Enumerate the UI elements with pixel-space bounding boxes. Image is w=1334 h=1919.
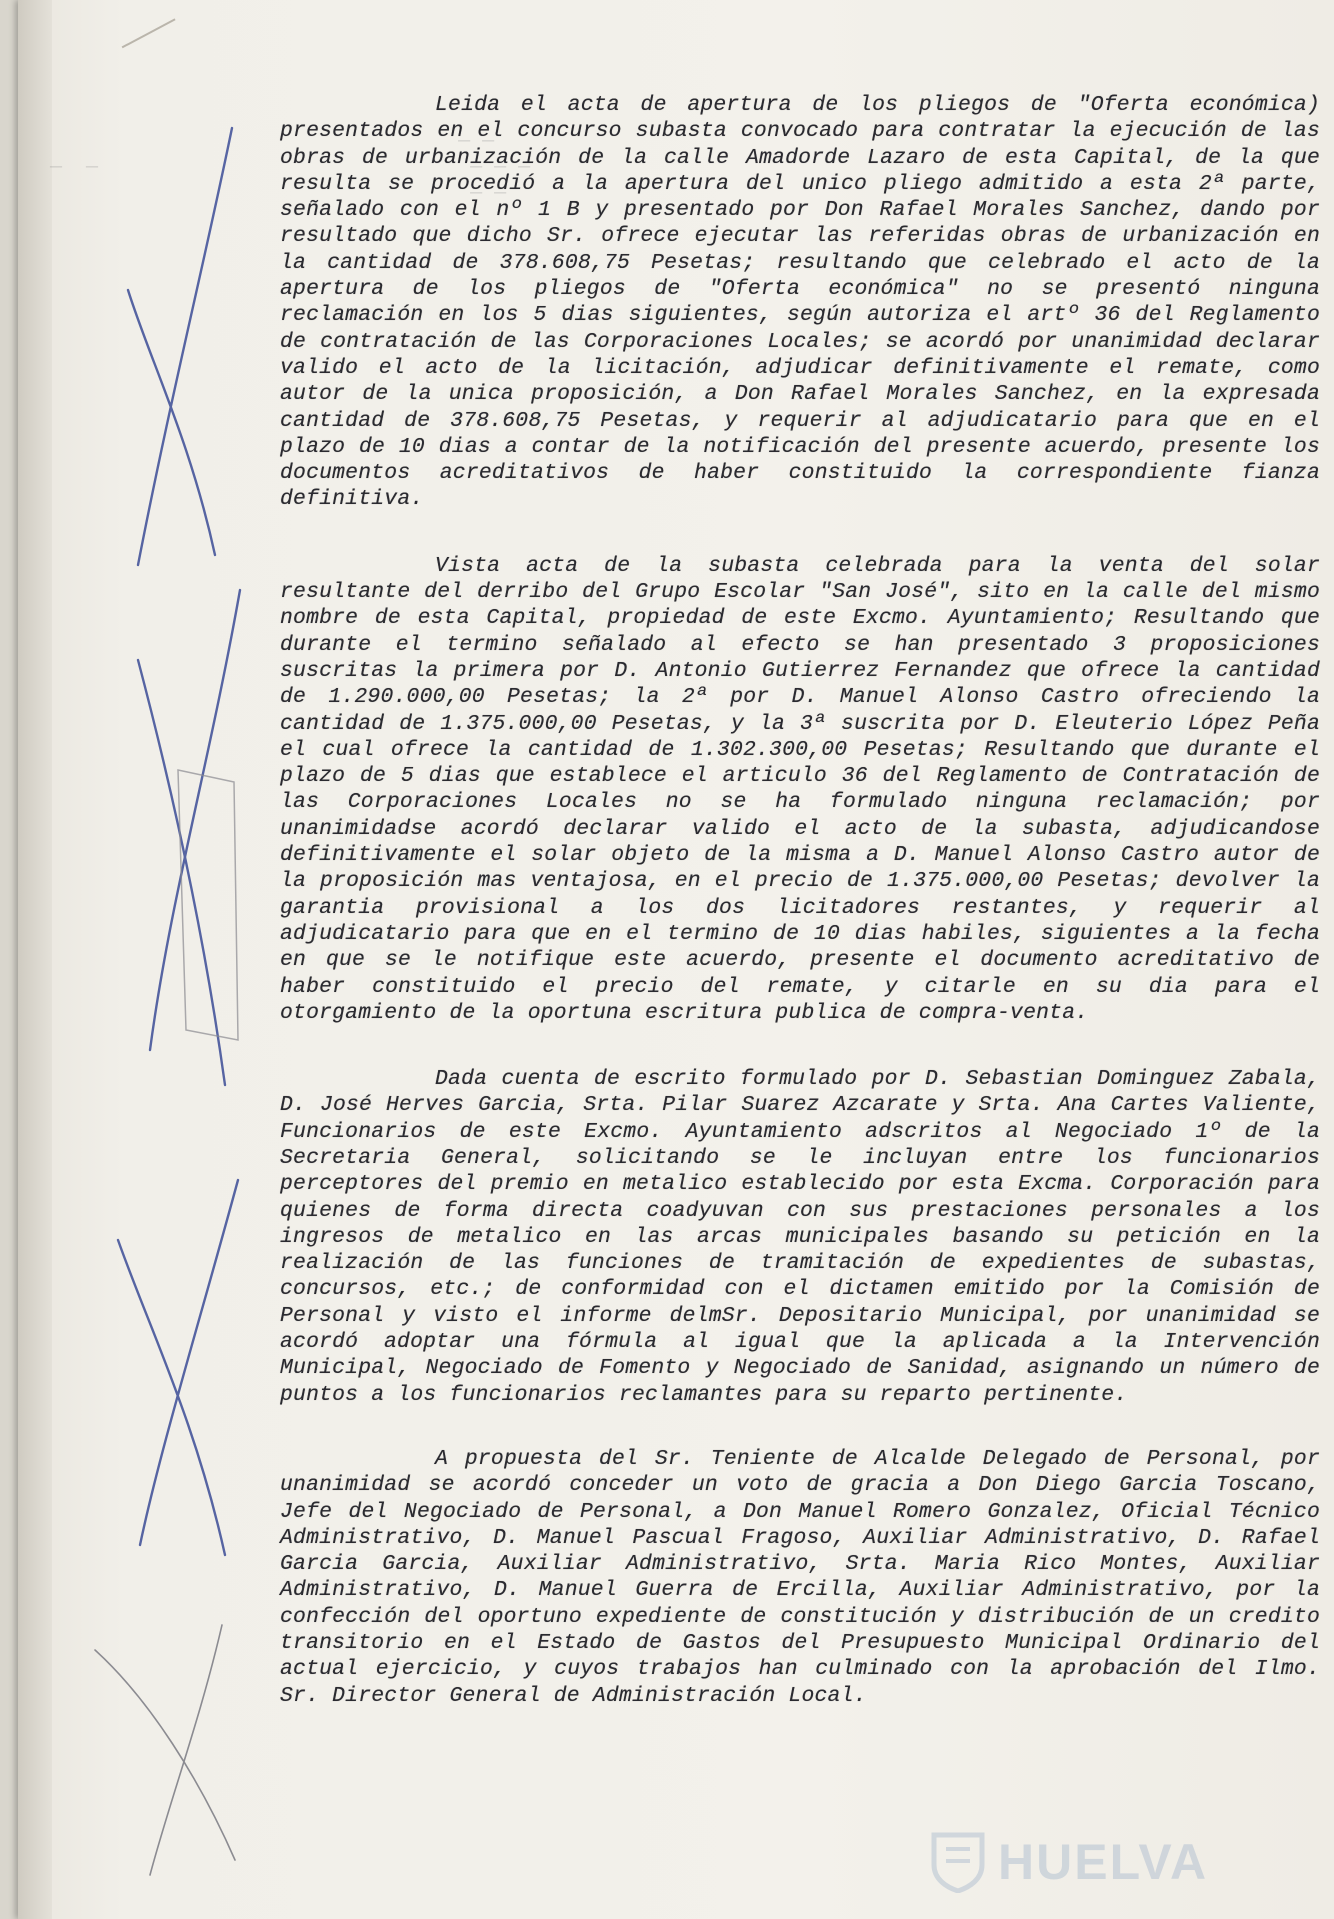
paragraph-4 xyxy=(280,1446,1320,1709)
document-page xyxy=(18,0,1334,1919)
paragraph-3-text: Dada cuenta de escrito formulado por D. Sebastian Dominguez Zabala, D. José Herves Garcia, Srta. Pilar Suarez Azcarate y Srta. Ana Cartes Valiente, Funcionarios de este Excmo. Ayuntamiento adscritos al Negociado 1º de la Secretaria General, solicitando se le incluyan entre los funcionarios perceptores del premio en metalico establecido por esta Excma. Corporación para quienes de forma directa coadyuvan con sus prestaciones personales a los ingresos de metalico en las arcas municipales basando su petición en la realización de las funciones de tramitación de expedientes de subastas, concursos, etc.; de conformidad con el dictamen emitido por la Comisión de Personal y visto el informe delmSr. Depositario Municipal, por unanimidad se acordó adoptar una fórmula al igual que la aplicada a la Intervención Municipal, Negociado de Fomento y Negociado de Sanidad, asignando un número de puntos a los funcionarios reclamantes para su reparto pertinente. xyxy=(280,1067,1320,1407)
page-binding-edge xyxy=(18,0,52,1919)
shield-icon xyxy=(930,1831,986,1893)
paper-crease xyxy=(122,18,195,83)
paragraph-2 xyxy=(280,553,1320,1026)
paragraph-2-text: Vista acta de la subasta celebrada para la venta del solar resultante del derribo del Grupo Escolar "San José", sito en la calle del mismo nombre de esta Capital, propiedad de este Excmo. Ayuntamiento; Resultando que durante el termino señalado al efecto se han presentado 3 proposiciones suscritas la primera por D. Antonio Gutierrez Fernandez que ofrece la cantidad de 1.290.000,00 Pesetas; la 2ª por D. Manuel Alonso Castro ofreciendo la cantidad de 1.375.000,00 Pesetas, y la 3ª suscrita por D. Eleuterio López Peña el cual ofrece la cantidad de 1.302.300,00 Pesetas; Resultando que durante el plazo de 5 dias que establece el articulo 36 del Reglamento de Contratación de las Corporaciones Locales no se ha formulado ninguna reclamación; por unanimidadse acordó declarar valido el acto de la subasta, adjudicandose definitivamente el solar objeto de la misma a D. Manuel Alonso Castro autor de la proposición mas ventajosa, en el precio de 1.375.000,00 Pesetas; devolver la garantia provisional a los dos licitadores restantes, y requerir al adjudicatario para que en el termino de 10 dias habiles, siguientes a la fecha en que se le notifique este acuerdo, presente el documento acreditativo de haber constituido el precio del remate, y citarle en su dia para el otorgamiento de la oportuna escritura publica de compra-venta. xyxy=(280,553,1320,1025)
paragraph-3 xyxy=(280,1066,1320,1408)
bleed-through: ─ ─ ─ ─ ─ ─ ─ ─ ─ xyxy=(50,131,531,206)
watermark-label: HUELVA xyxy=(998,1834,1209,1890)
paragraph-1 xyxy=(280,92,1320,513)
paragraph-1-text: Leida el acta de apertura de los pliegos de "Oferta económica) presentados en el concurso subasta convocado para contratar la ejecución de las obras de urbanización de la calle Amadorde Lazaro de esta Capital, de la que resulta se procedió a la apertura del unico pliego admitido a esta 2ª parte, señalado con el nº 1 B y presentado por Don Rafael Morales Sanchez, dando por resultado que dicho Sr. ofrece ejecutar las referidas obras de urbanización en la cantidad de 378.608,75 Pesetas; resultando que celebrado el acto de la apertura de los pliegos de "Oferta económica" no se presentó ninguna reclamación en los 5 dias siguientes, según autoriza el artº 36 del Reglamento de contratación de las Corporaciones Locales; se acordó por unanimidad declarar valido el acto de la licitación, adjudicar definitivamente el remate, como autor de la unica proposición, a Don Rafael Morales Sanchez, en la expresada cantidad de 378.608,75 Pesetas, y requerir al adjudicatario para que en el plazo de 10 dias a contar de la notificación del presente acuerdo, presente los documentos acreditativos de haber constituido la correspondiente fianza definitiva. xyxy=(280,93,1320,512)
document-body xyxy=(280,92,1320,1709)
paragraph-4-text: A propuesta del Sr. Teniente de Alcalde Delegado de Personal, por unanimidad se acordó conceder un voto de gracia a Don Diego Garcia Toscano, Jefe del Negociado de Personal, a Don Manuel Romero Gonzalez, Oficial Técnico Administrativo, D. Manuel Pascual Fragoso, Auxiliar Administrativo, D. Rafael Garcia Garcia, Auxiliar Administrativo, Srta. Maria Rico Montes, Auxiliar Administrativo, D. Manuel Guerra de Ercilla, Auxiliar Administrativo, por la confección del oportuno expediente de constitución y distribución de un credito transitorio en el Estado de Gastos del Presupuesto Municipal Ordinario del actual ejercicio, y cuyos trabajos han culminado con la aprobación del Ilmo. Sr. Director General de Administración Local. xyxy=(280,1446,1320,1708)
archive-watermark xyxy=(930,1822,1290,1902)
